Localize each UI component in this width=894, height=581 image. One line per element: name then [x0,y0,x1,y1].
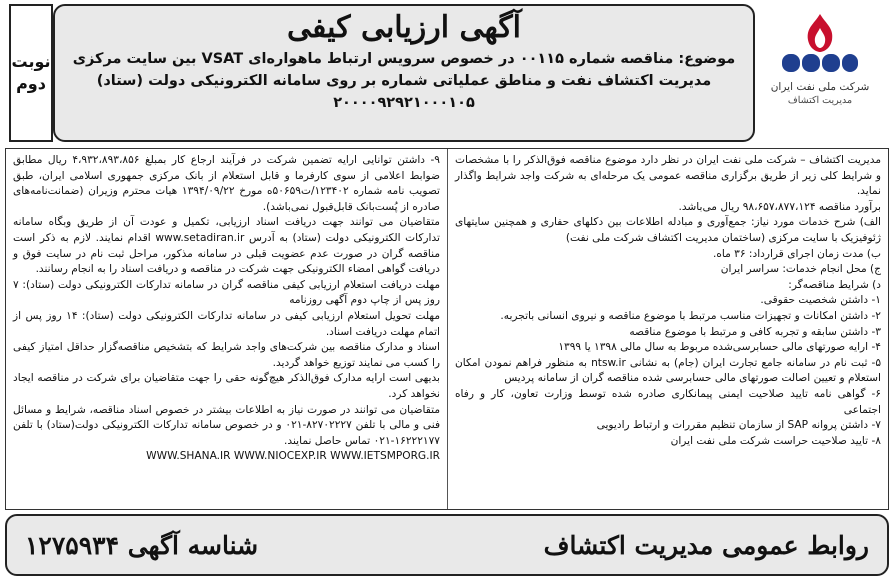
nioc-flame-icon [774,10,866,80]
condition-paragraph: ب) مدت زمان اجرای قرارداد: ۳۶ ماه. [712,247,881,260]
condition-paragraph: ۵- ثبت نام در سامانه جامع تجارت ایران (جام) به نشانی ntsw.ir به منظور فراهم نمودن امکان استعلام و تعیین اصالت صورتهای مالی حسابرسی شده مناقصه گران از سامانه پردیس [455,356,882,385]
instruction-paragraph: ۹- داشتن توانایی ارایه تضمین شرکت در فرآیند ارجاع کار بمبلغ ۴،۹۳۲،۸۹۳،۸۵۶ ریال مطابق ضوابط اعلامی از سوی کارفرما و قابل استعلام از بانک مرکزی جمهوری اسلامی ایران، طبق تصویب نامه شماره ۱۲۳۴۰۲/ت۵۰۶۵۹ه مورخ ۱۳۹۴/۰۹/۲۲ هیات محترم وزیران (ضمانت‌نامه‌های صادره از پُست‌بانک قابل‌قبول نمی‌باشد). [13,154,440,213]
logo-department: مدیریت اکتشاف [787,95,853,106]
ad-footer [5,514,889,576]
ad-header [5,4,889,142]
instruction-paragraph: متقاضیان می توانند در صورت نیاز به اطلاعات بیشتر در خصوص اسناد مناقصه، شرایط و مسائل فنی و مالی با تلفن ۸۲۷۰۲۲۲۷-۰۲۱ و در خصوص سامانه تدارکات الکترونیکی دولت(ستاد) با تلفن ۱۶۲۲۲۱۷۷-۰۲۱ تماس حاصل نمایند. [13,403,441,447]
condition-paragraph: ۸- تایید صلاحیت حراست شرکت ملی نفت ایران [670,434,881,447]
condition-paragraph: د) شرایط مناقصه‌گر: [788,278,881,291]
round-badge [9,4,53,142]
conditions-column [447,149,888,509]
subject-line: موضوع: مناقصه شماره ۰۰۱۱۵ در خصوص سرویس ارتباط ماهواره‌ای VSAT بین سایت مرکزی [72,51,736,67]
condition-paragraph: ۲- داشتن امکانات و تجهیزات مناسب مرتبط با موضوع مناقصه و نیروی انسانی باتجربه. [500,309,881,322]
logo-company-name: شرکت ملی نفت ایران [770,81,870,93]
instruction-paragraph: اسناد و مدارک مناقصه بین شرکت‌های واجد شرایط که بتشخیص مناقصه‌گزار حداقل امتیاز کیفی را کسب می نمایند توزیع خواهد گردید. [13,341,440,369]
instruction-paragraph: مهلت تحویل استعلام ارزیابی کیفی در سامانه تدارکات الکترونیکی دولت (ستاد): ۱۴ روز پس از اتمام مهلت دریافت اسناد. [13,309,440,338]
condition-paragraph: ۴- ارایه صورتهای مالی حسابرسی‌شده مربوط به سال مالی ۱۳۹۸ یا ۱۳۹۹ [558,341,881,354]
instruction-paragraph: مهلت دریافت استعلام ارزیابی کیفی مناقصه گران در سامانه تدارکات الکترونیکی دولت (ستاد): ۷ روز پس از چاپ دوم آگهی روزنامه [13,278,440,307]
instruction-paragraph: بدیهی است ارایه مدارک فوق‌الذکر هیچ‌گونه حقی را جهت متقاضیان برای شرکت در مناقصه ایجاد نخواهد کرد. [13,372,440,400]
instructions-column [6,149,447,509]
footer-ad-id: شناسه آگهی ۱۲۷۵۹۳۴ [25,530,259,560]
condition-paragraph: ۶- گواهی نامه تایید صلاحیت ایمنی پیمانکاری صادره شده توسط وزارت تعاون، کار و رفاه اجتماعی [455,387,881,416]
instruction-paragraph: WWW.SHANA.IR WWW.NIOCEXP.IR WWW.IETSMPORG.IR [146,450,440,463]
page-title: آگهی ارزیابی کیفی [286,10,521,45]
title-box [53,4,755,142]
instruction-paragraph: متقاضیان می توانند جهت دریافت اسناد ارزیابی، تکمیل و عودت آن از طریق وبگاه سامانه تدارکات الکترونیکی دولت (ستاد) به آدرس www.setadiran.ir اقدام نمایند. لازم به ذکر است مناقصه گران در صورت عدم عضویت قبلی در سامانه مذکور، مراحل ثبت نام در سایت فوق و دریافت گواهی امضاء الکترونیکی جهت شرکت در مناقصه و دریافت اسناد را به انجام رسانند. [13,216,440,276]
footer-publisher: روابط عمومی مدیریت اکتشاف [543,530,869,560]
round-label: نوبت [11,52,51,71]
condition-paragraph: برآورد مناقصه ۹۸،۶۵۷،۸۷۷،۱۲۴ ریال می‌باشد. [678,200,881,213]
ad-body [5,148,889,510]
condition-paragraph: ۱- داشتن شخصیت حقوقی. [760,294,881,307]
condition-paragraph: ج) محل انجام خدمات: سراسر ایران [720,263,881,276]
round-value: دوم [16,74,46,93]
condition-paragraph: ۷- داشتن پروانه SAP از سازمان تنظیم مقررات و ارتباط رادیویی [596,419,881,432]
condition-paragraph: الف) شرح خدمات مورد نیاز: جمع‌آوری و مبادله اطلاعات بین دکلهای حفاری و همچنین سایتهای ژئوفیزیک با سایت مرکزی (ساختمان مدیریت اکتشاف شرکت ملی نفت) [455,216,881,244]
condition-paragraph: ۳- داشتن سابقه و تجربه کافی و مرتبط با موضوع مناقصه [629,325,881,338]
subject-line-2: مدیریت اکتشاف نفت و مناطق عملیاتی شماره بر روی سامانه الکترونیکی دولت (ستاد) ۲۰۰۰۰۹۲۹۲۱۰۰۰۱۰۵ [96,73,712,111]
nioc-logo [755,4,885,142]
condition-paragraph: مدیریت اکتشاف – شرکت ملی نفت ایران در نظر دارد موضوع مناقصه فوق‌الذکر را با مشخصات و شرایط کلی زیر از طریق برگزاری مناقصه عمومی یک مرحله‌ای به شرکت واجد شرایط واگذار نماید. [455,154,881,198]
